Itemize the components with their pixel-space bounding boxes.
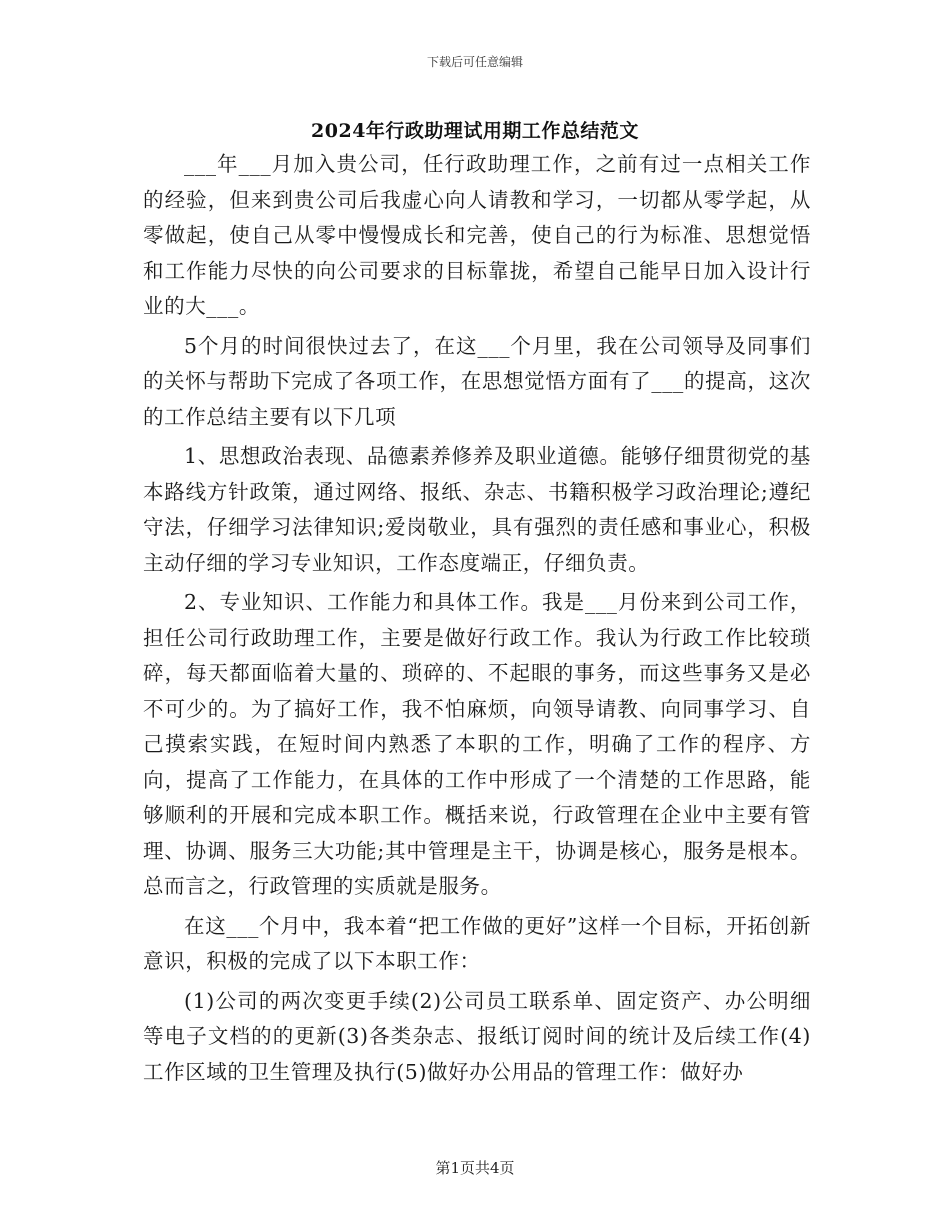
document-title: 2024年行政助理试用期工作总结范文 (311, 120, 639, 142)
paragraph-duties-intro: 在这___个月中，我本着“把工作做的更好”这样一个目标，开拓创新意识，积极的完成了以下本职工作： (143, 913, 811, 973)
paragraph-item-1: 1、思想政治表现、品德素养修养及职业道德。能够仔细贯彻党的基本路线方针政策，通过网络、报纸、杂志、书籍积极学习政治理论;遵纪守法，仔细学习法律知识;爱岗敬业，具有强烈的责任感和事业心，积极主动仔细的学习专业知识，工作态度端正，仔细负责。 (143, 444, 811, 575)
page-indicator: 第1页共4页 (435, 1159, 515, 1177)
document-body (143, 147, 811, 1094)
paragraph-item-2: 2、专业知识、工作能力和具体工作。我是___月份来到公司工作，担任公司行政助理工作，主要是做好行政工作。我认为行政工作比较琐碎，每天都面临着大量的、琐碎的、不起眼的事务，而这些事务又是必不可少的。为了搞好工作，我不怕麻烦，向领导请教、向同事学习、自己摸索实践，在短时间内熟悉了本职的工作，明确了工作的程序、方向，提高了工作能力，在具体的工作中形成了一个清楚的工作思路，能够顺利的开展和完成本职工作。概括来说，行政管理在企业中主要有管理、协调、服务三大功能;其中管理是主干，协调是核心，服务是根本。总而言之，行政管理的实质就是服务。 (143, 590, 811, 898)
paragraph-period: 5个月的时间很快过去了，在这___个月里，我在公司领导及同事们的关怀与帮助下完成了各项工作，在思想觉悟方面有了___的提高，这次的工作总结主要有以下几项 (143, 333, 811, 429)
header-note: 下载后可任意编辑 (426, 55, 523, 69)
paragraph-intro: ___年___月加入贵公司，任行政助理工作，之前有过一点相关工作的经验，但来到贵公司后我虚心向人请教和学习，一切都从零学起，从零做起，使自己从零中慢慢成长和完善，使自己的行为标准、思想觉悟和工作能力尽快的向公司要求的目标靠拢，希望自己能早日加入设计行业的大___。 (143, 152, 811, 318)
paragraph-duties-list: (1)公司的两次变更手续(2)公司员工联系单、固定资产、办公明细等电子文档的的更新(3)各类杂志、报纸订阅时间的统计及后续工作(4)工作区域的卫生管理及执行(5)做好办公用品的管理工作：做好办 (143, 988, 811, 1084)
